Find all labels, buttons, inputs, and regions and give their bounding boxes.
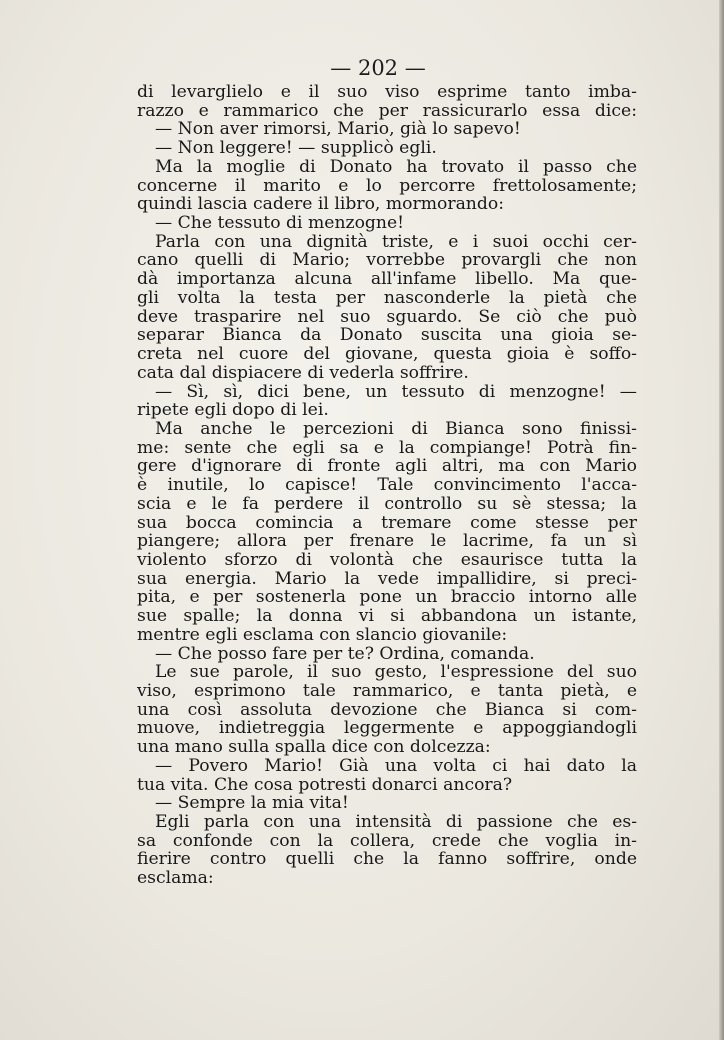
text-line: muove, indietreggia leggermente e appoggiandogli [137,718,637,739]
text-line: di levarglielo e il suo viso esprime tanto imba- [137,82,637,102]
text-line: sa confonde con la collera, crede che voglia in- [137,830,637,851]
text-line: Parla con una dignità triste, e i suoi occhi cer- [155,231,637,252]
text-line: separar Bianca da Donato suscita una gioia se- [137,325,637,346]
text-line: deve trasparire nel suo sguardo. Se ciò che può [137,306,637,327]
text-line: violento sforzo di volontà che esaurisce tutta la [137,549,637,570]
text-line: — Non leggere! — supplicò egli. [155,138,437,159]
text-line: gli volta la testa per nasconderle la pietà che [137,287,637,308]
text-line: sua bocca comincia a tremare come stesse per [137,512,637,533]
text-line: mentre egli esclama con slancio giovanile: [137,624,508,645]
text-line: gere d'ignorare di fronte agli altri, ma con Mario [137,456,637,477]
text-line: Le sue parole, il suo gesto, l'espressione del suo [155,662,637,683]
text-line: è inutile, lo capisce! Tale convincimento l'acca- [137,475,637,496]
text-line: tua vita. Che cosa potresti donarci ancora? [137,774,513,795]
text-line: razzo e rammarico che per rassicurarlo essa dice: [137,100,637,121]
text-line: quindi lascia cadere il libro, mormorando: [137,194,505,215]
text-line: Ma la moglie di Donato ha trovato il passo che [155,156,637,177]
text-line: dà importanza alcuna all'infame libello. Ma que- [137,269,637,290]
text-line: me: sente che egli sa e la compiange! Potrà fin- [137,437,637,458]
text-line: — Non aver rimorsi, Mario, già lo sapevo! [155,119,521,140]
text-line: Egli parla con una intensità di passione che es- [155,812,637,833]
text-line: — Che tessuto di menzogne! [155,213,405,234]
text-line: piangere; allora per frenare le lacrime, fa un sì [137,531,637,552]
text-line: cano quelli di Mario; vorrebbe provargli che non [137,250,637,271]
text-line: creta nel cuore del giovane, questa gioia è soffo- [137,344,637,365]
text-line: — Sempre la mia vita! [155,793,349,814]
text-line: — Povero Mario! Già una volta ci hai dato la [155,755,637,776]
text-line: sua energia. Mario la vede impallidire, si preci- [137,568,637,589]
text-line: scia e le fa perdere il controllo su sè stessa; la [137,493,637,514]
text-line: concerne il marito e lo percorre frettolosamente; [137,175,637,196]
text-line: una mano sulla spalla dice con dolcezza: [137,737,491,758]
body-text [137,83,637,888]
text-line: ripete egli dopo di lei. [137,400,329,421]
text-line: cata dal dispiacere di vederla soffrire. [137,362,469,383]
text-line: — Che posso fare per te? Ordina, comanda. [155,643,535,664]
text-line: pita, e per sostenerla pone un braccio intorno alle [137,587,637,608]
text-line: fierire contro quelli che la fanno soffrire, onde [137,849,637,870]
text-line: sue spalle; la donna vi si abbandona un istante, [137,606,637,627]
page-edge [719,0,724,1040]
text-line: una così assoluta devozione che Bianca si com- [137,699,637,720]
text-line: Ma anche le percezioni di Bianca sono finissi- [155,418,637,439]
page-number: — 202 — [330,56,426,80]
text-line: — Sì, sì, dici bene, un tessuto di menzogne! — [155,381,637,402]
text-line: esclama: [137,868,214,889]
text-line: viso, esprimono tale rammarico, e tanta pietà, e [137,681,637,701]
